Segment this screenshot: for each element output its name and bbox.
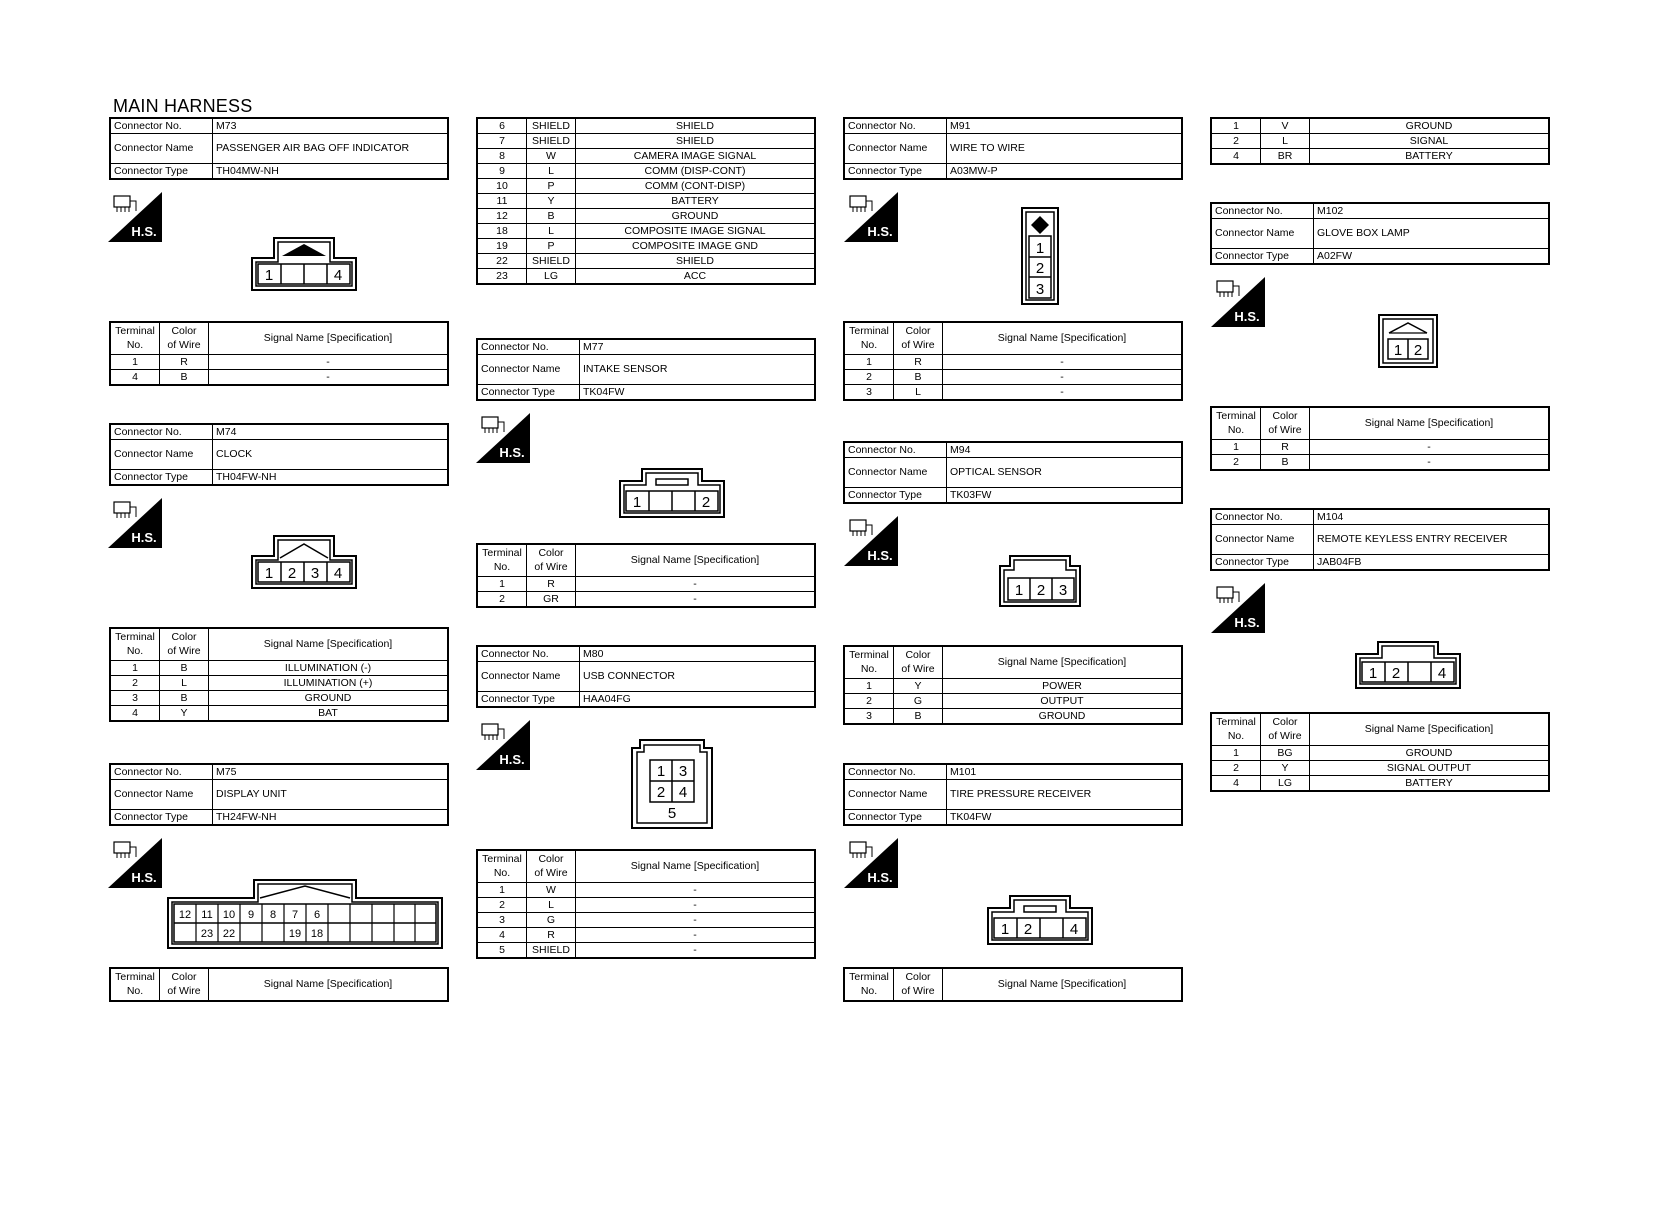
header-signal: Signal Name [Specification]	[209, 322, 449, 355]
connector-type-value: A03MW-P	[947, 164, 1183, 180]
pin-label: 19	[288, 928, 302, 940]
table-row: 4 BR BATTERY	[1211, 149, 1549, 165]
terminal-table-m74: Terminal No. Color of Wire Signal Name [Specification] 1 B ILLUMINATION (-) 2 L ILLUMINATION (+) 3 B GROUND 4 Y BAT	[109, 627, 449, 722]
connector-face-m80	[630, 738, 714, 830]
table-row: 19 P COMPOSITE IMAGE GND	[477, 239, 815, 254]
table-row: 9 L COMM (DISP-CONT)	[477, 164, 815, 179]
svg-text:H.S.: H.S.	[131, 530, 157, 545]
table-row: 3 B GROUND	[110, 691, 448, 706]
hs-connector-icon	[476, 720, 530, 770]
connector-info-m94: Connector No. M94 Connector Name OPTICAL SENSOR Connector Type TK03FW	[843, 441, 1183, 504]
pin-label: 1	[632, 494, 642, 511]
table-row: 6 SHIELD SHIELD	[477, 118, 815, 134]
table-row: 3 L -	[844, 385, 1182, 401]
table-row: 23 LG ACC	[477, 269, 815, 285]
terminal-table-m77: Terminal No. Color of Wire Signal Name [Specification] 1 R - 2 GR -	[476, 543, 816, 608]
table-row: 12 B GROUND	[477, 209, 815, 224]
table-row: 10 P COMM (CONT-DISP)	[477, 179, 815, 194]
terminal-table-m75-header: Terminal No. Color of Wire Signal Name [Specification]	[109, 967, 449, 1002]
label-connector-name: Connector Name	[110, 134, 213, 164]
pin-label: 11	[201, 909, 213, 921]
table-row: 4 R -	[477, 928, 815, 943]
connector-type-value: HAA04FG	[580, 692, 816, 708]
terminal-table-m101-header: Terminal No. Color of Wire Signal Name [Specification]	[843, 967, 1183, 1002]
table-row: 1 R -	[844, 355, 1182, 370]
pin-label: 3	[1035, 281, 1045, 298]
table-row: 7 SHIELD SHIELD	[477, 134, 815, 149]
table-row: 1 V GROUND	[1211, 118, 1549, 134]
connector-no-value: M80	[580, 646, 816, 662]
connector-no-value: M74	[213, 424, 449, 440]
pin-label: 1	[1393, 342, 1403, 359]
connector-no-value: M104	[1314, 509, 1550, 525]
connector-face-m74	[250, 534, 358, 590]
header-color: Color of Wire	[160, 322, 209, 355]
connector-type-value: TK04FW	[580, 385, 816, 401]
connector-info-m75: Connector No. M75 Connector Name DISPLAY UNIT Connector Type TH24FW-NH	[109, 763, 449, 826]
svg-text:H.S.: H.S.	[499, 445, 525, 460]
hs-connector-icon	[1211, 277, 1265, 327]
connector-name-value: REMOTE KEYLESS ENTRY RECEIVER	[1314, 525, 1550, 555]
pin-label: 9	[247, 909, 255, 921]
connector-no-value: M101	[947, 764, 1183, 780]
table-row: 2 Y SIGNAL OUTPUT	[1211, 761, 1549, 776]
pin-label: 8	[269, 909, 277, 921]
table-row: 4 LG BATTERY	[1211, 776, 1549, 792]
pin-label: 22	[222, 928, 236, 940]
header-terminal: Terminal No.	[110, 322, 160, 355]
terminal-table-m94: Terminal No. Color of Wire Signal Name [Specification] 1 Y POWER 2 G OUTPUT 3 B GROUND	[843, 645, 1183, 725]
table-row: 1 B ILLUMINATION (-)	[110, 661, 448, 676]
connector-info-m91: Connector No. M91 Connector Name WIRE TO WIRE Connector Type A03MW-P	[843, 117, 1183, 180]
table-row: 22 SHIELD SHIELD	[477, 254, 815, 269]
pin-label: 1	[264, 565, 274, 582]
table-row: 2 GR -	[477, 592, 815, 608]
pin-label: 7	[291, 909, 299, 921]
connector-name-value: GLOVE BOX LAMP	[1314, 219, 1550, 249]
table-row: 2 B -	[844, 370, 1182, 385]
table-row: 2 B -	[1211, 455, 1549, 471]
pin-label: 2	[287, 565, 297, 582]
connector-face-m77	[618, 467, 726, 519]
connector-no-value: M77	[580, 339, 816, 355]
table-row: 1 BG GROUND	[1211, 746, 1549, 761]
pin-label: 1	[656, 763, 666, 780]
connector-type-value: TH24FW-NH	[213, 810, 449, 826]
table-row: 1 R -	[477, 577, 815, 592]
table-row: 2 L ILLUMINATION (+)	[110, 676, 448, 691]
terminal-table-m75	[476, 117, 816, 285]
hs-connector-icon	[844, 838, 898, 888]
connector-name-value: INTAKE SENSOR	[580, 355, 816, 385]
pin-label: 4	[1437, 665, 1447, 682]
connector-no-value: M73	[213, 118, 449, 134]
table-row: 4 Y BAT	[110, 706, 448, 722]
svg-text:H.S.: H.S.	[1234, 615, 1260, 630]
terminal-table-m73	[109, 321, 449, 386]
pin-label: 4	[333, 565, 343, 582]
pin-label: 4	[333, 267, 343, 284]
pin-label: 12	[178, 909, 192, 921]
pin-label: 6	[313, 909, 321, 921]
table-row: 2 G OUTPUT	[844, 694, 1182, 709]
table-row: 11 Y BATTERY	[477, 194, 815, 209]
table-row: 1 R -	[1211, 440, 1549, 455]
connector-face-m75	[166, 878, 444, 950]
svg-text:H.S.: H.S.	[867, 870, 893, 885]
connector-info-m101: Connector No. M101 Connector Name TIRE PRESSURE RECEIVER Connector Type TK04FW	[843, 763, 1183, 826]
terminal-table-m80: Terminal No. Color of Wire Signal Name [Specification] 1 W - 2 L - 3 G - 4 R - 5 SHIELD -	[476, 849, 816, 959]
connector-face-m102	[1377, 313, 1439, 369]
connector-face-m101	[986, 894, 1094, 946]
connector-info-m77: Connector No. M77 Connector Name INTAKE SENSOR Connector Type TK04FW	[476, 338, 816, 401]
connector-name-value: PASSENGER AIR BAG OFF INDICATOR	[213, 134, 449, 164]
pin-label: 3	[678, 763, 688, 780]
connector-info-m74: Connector No. M74 Connector Name CLOCK Connector Type TH04FW-NH	[109, 423, 449, 486]
svg-text:H.S.: H.S.	[499, 752, 525, 767]
hs-connector-icon	[844, 192, 898, 242]
hs-connector-icon	[108, 498, 162, 548]
connector-info-m104: Connector No. M104 Connector Name REMOTE KEYLESS ENTRY RECEIVER Connector Type JAB04FB	[1210, 508, 1550, 571]
terminal-table-m102: Terminal No. Color of Wire Signal Name [Specification] 1 R - 2 B -	[1210, 406, 1550, 471]
pin-label: 2	[1023, 921, 1033, 938]
connector-face-m94	[998, 554, 1082, 608]
pin-label: 2	[701, 494, 711, 511]
table-row: 18 L COMPOSITE IMAGE SIGNAL	[477, 224, 815, 239]
connector-name-value: OPTICAL SENSOR	[947, 458, 1183, 488]
connector-name-value: USB CONNECTOR	[580, 662, 816, 692]
pin-label: 1	[1014, 582, 1024, 599]
page-title: MAIN HARNESS	[113, 96, 253, 116]
connector-info-m73	[109, 117, 449, 180]
pin-label: 3	[1058, 582, 1068, 599]
pin-label: 1	[1035, 240, 1045, 257]
connector-name-value: CLOCK	[213, 440, 449, 470]
hs-connector-icon	[108, 192, 162, 242]
pin-label: 1	[1368, 665, 1378, 682]
pin-label: 2	[1391, 665, 1401, 682]
pin-label: 2	[1413, 342, 1423, 359]
pin-label: 23	[200, 928, 214, 940]
pin-label: 2	[656, 784, 666, 801]
connector-name-value: DISPLAY UNIT	[213, 780, 449, 810]
connector-no-value: M102	[1314, 203, 1550, 219]
connector-info-m102: Connector No. M102 Connector Name GLOVE BOX LAMP Connector Type A02FW	[1210, 202, 1550, 265]
connector-type-value: TK04FW	[947, 810, 1183, 826]
pin-label: 18	[310, 928, 324, 940]
hs-connector-icon	[476, 413, 530, 463]
connector-no-value: M91	[947, 118, 1183, 134]
pin-label: 10	[222, 909, 236, 921]
svg-text:H.S.: H.S.	[131, 870, 157, 885]
terminal-table-m91: Terminal No. Color of Wire Signal Name [Specification] 1 R - 2 B - 3 L -	[843, 321, 1183, 401]
table-row: 3 B GROUND	[844, 709, 1182, 725]
hs-connector-icon	[1211, 583, 1265, 633]
pin-label: 5	[667, 805, 677, 822]
pin-label: 2	[1036, 582, 1046, 599]
pin-label: 2	[1035, 260, 1045, 277]
connector-info-m80: Connector No. M80 Connector Name USB CONNECTOR Connector Type HAA04FG	[476, 645, 816, 708]
label-connector-no: Connector No.	[110, 118, 213, 134]
connector-type-value: TH04MW-NH	[213, 164, 449, 180]
connector-type-value: JAB04FB	[1314, 555, 1550, 571]
table-row: 4 B -	[110, 370, 448, 386]
pin-label: 4	[1069, 921, 1079, 938]
label-connector-type: Connector Type	[110, 164, 213, 180]
svg-text:H.S.: H.S.	[867, 548, 893, 563]
table-row: 2 L -	[477, 898, 815, 913]
table-row: 3 G -	[477, 913, 815, 928]
connector-name-value: TIRE PRESSURE RECEIVER	[947, 780, 1183, 810]
hs-connector-icon	[844, 516, 898, 566]
pin-label: 1	[1000, 921, 1010, 938]
table-row: 5 SHIELD -	[477, 943, 815, 959]
svg-text:H.S.: H.S.	[1234, 309, 1260, 324]
svg-text:H.S.: H.S.	[867, 224, 893, 239]
table-row: 1 R -	[110, 355, 448, 370]
connector-name-value: WIRE TO WIRE	[947, 134, 1183, 164]
terminal-table-m101	[1210, 117, 1550, 165]
connector-no-value: M94	[947, 442, 1183, 458]
connector-type-value: TH04FW-NH	[213, 470, 449, 486]
hs-label: H.S.	[131, 224, 157, 239]
table-row: 1 W -	[477, 883, 815, 898]
terminal-table-m104: Terminal No. Color of Wire Signal Name [Specification] 1 BG GROUND 2 Y SIGNAL OUTPUT 4 LG BATTERY	[1210, 712, 1550, 792]
pin-label: 4	[678, 784, 688, 801]
connector-type-value: A02FW	[1314, 249, 1550, 265]
pin-label: 1	[264, 267, 274, 284]
table-row: 8 W CAMERA IMAGE SIGNAL	[477, 149, 815, 164]
connector-type-value: TK03FW	[947, 488, 1183, 504]
connector-face-m73	[250, 236, 358, 292]
hs-connector-icon	[108, 838, 162, 888]
connector-face-m104	[1354, 640, 1462, 690]
table-row: 2 L SIGNAL	[1211, 134, 1549, 149]
pin-label: 3	[310, 565, 320, 582]
connector-no-value: M75	[213, 764, 449, 780]
table-row: 1 Y POWER	[844, 679, 1182, 694]
connector-face-m91	[1020, 206, 1060, 306]
